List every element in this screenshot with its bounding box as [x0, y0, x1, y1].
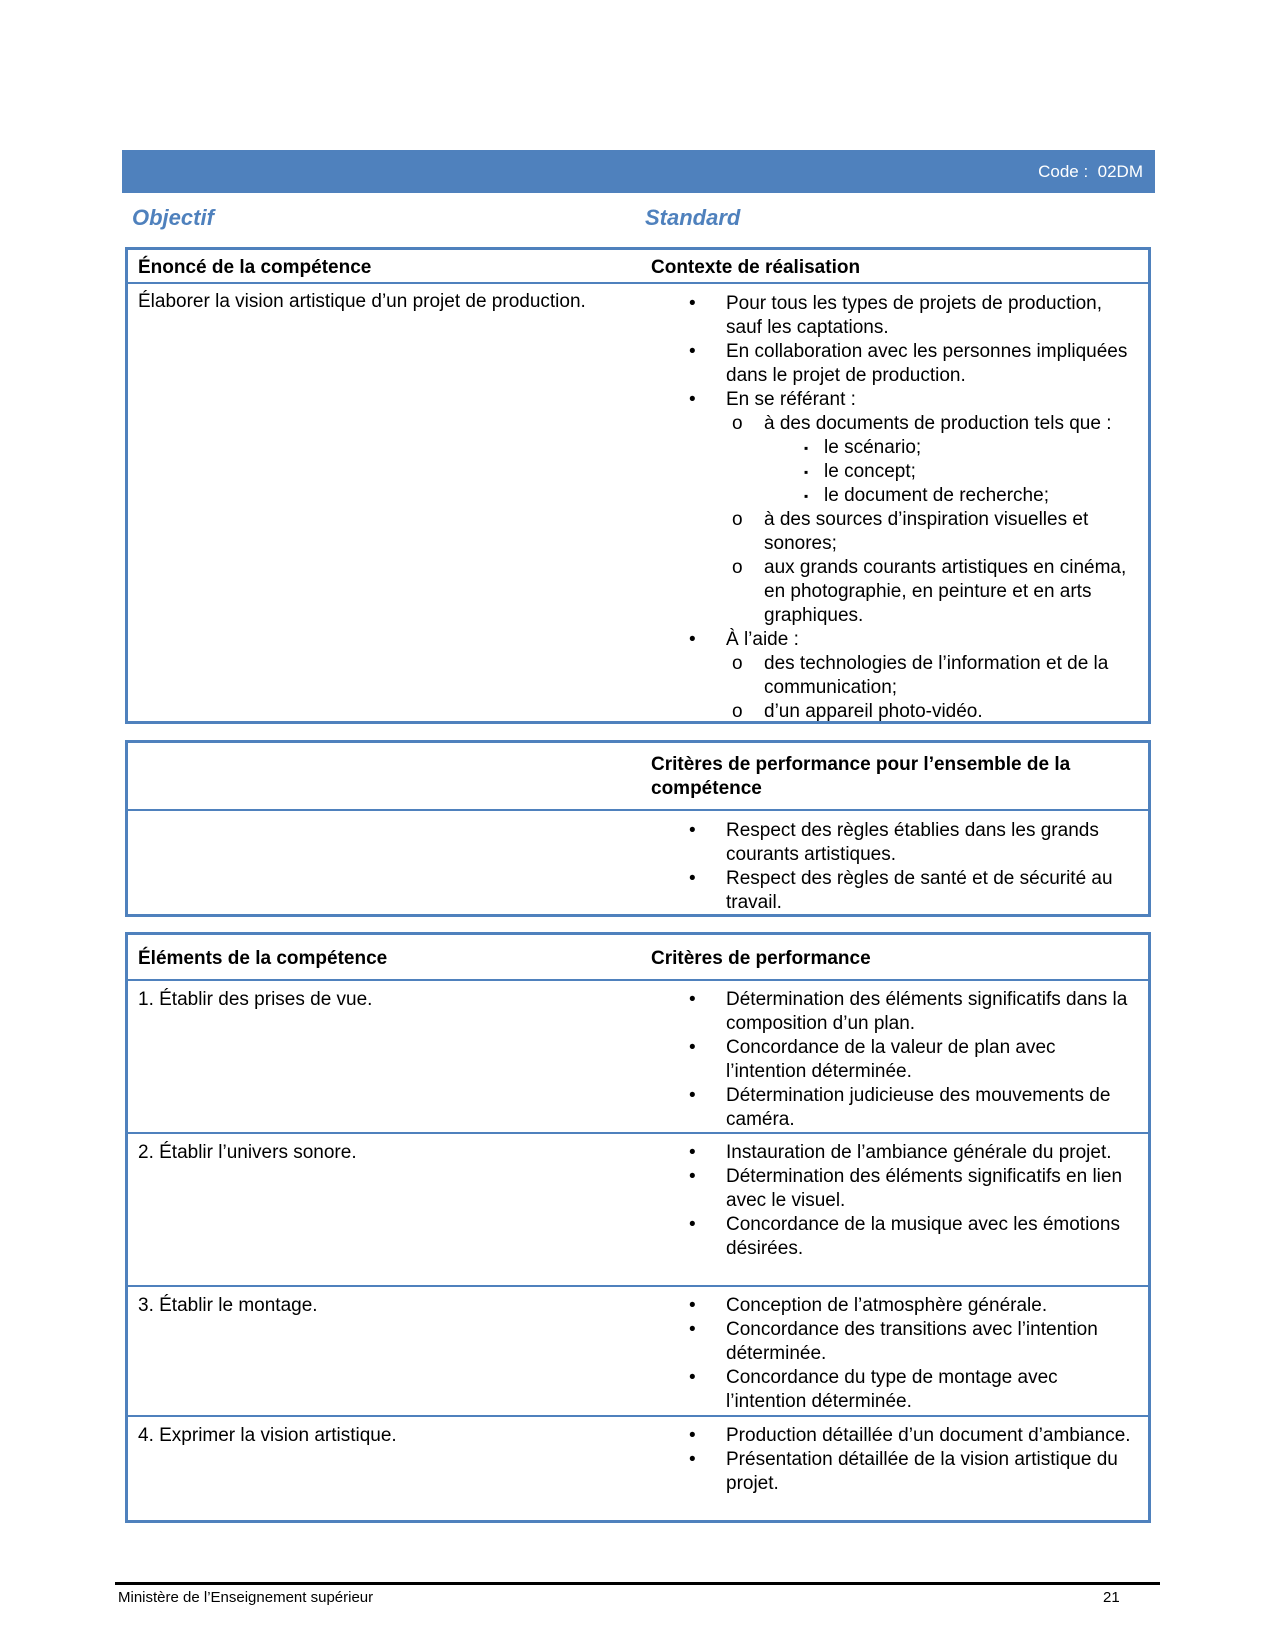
element-label: 3. Établir le montage. [138, 1295, 318, 1316]
standard-heading: Standard [645, 205, 741, 230]
elements-heading: Éléments de la compétence [138, 948, 388, 969]
criteria-list [651, 1424, 1131, 1496]
criterion-item: • Concordance du type de montage avec l’intention déterminée. [689, 1367, 1058, 1412]
context-item: • En collaboration avec les personnes impliquées dans le projet de production. [689, 341, 1128, 386]
criterion-item: • Concordance des transitions avec l’intention déterminée. [689, 1319, 1098, 1364]
square-bullet-icon: ▪ [804, 489, 809, 503]
square-bullet-icon: ▪ [804, 441, 809, 455]
context-item: • Pour tous les types de projets de production, sauf les captations. [689, 293, 1103, 338]
circle-bullet-icon: o [732, 557, 743, 578]
competency-statement: Élaborer la vision artistique d’un projet de production. [138, 291, 586, 312]
bullet-icon: • [689, 629, 696, 650]
bullet-icon: • [689, 1449, 696, 1470]
element-criteria [651, 1294, 1131, 1414]
element-row [128, 979, 1148, 1132]
overall-criteria-heading: Critères de performance pour l’ensemble de la compétence [651, 754, 1071, 799]
criteria-list [651, 988, 1131, 1132]
footer-ministry: Ministère de l’Enseignement supérieur [118, 1589, 374, 1606]
criterion-item: • Respect des règles établies dans les grands courants artistiques. [689, 820, 1099, 865]
bullet-icon: • [689, 868, 696, 889]
bullet-icon: • [689, 293, 696, 314]
criteria-list [651, 1141, 1131, 1261]
bullet-icon: • [689, 1037, 696, 1058]
criterion-item: • Conception de l’atmosphère générale. [689, 1295, 1048, 1316]
square-bullet-icon: ▪ [804, 465, 809, 479]
element-row [128, 1285, 1148, 1415]
circle-bullet-icon: o [732, 701, 743, 722]
context-list-container [651, 292, 1131, 724]
program-code: Code : 02DM [1038, 162, 1143, 181]
bullet-icon: • [689, 1367, 696, 1388]
document-list [744, 436, 1131, 508]
page-number: 21 [1103, 1589, 1120, 1606]
bullet-icon: • [689, 1214, 696, 1235]
context-subitem: o d’un appareil photo-vidéo. [732, 701, 983, 722]
elements-table-header [128, 935, 1148, 979]
criterion-item: • Détermination judicieuse des mouvements de caméra. [689, 1085, 1111, 1130]
criterion-item: • Production détaillée d’un document d’ambiance. [689, 1425, 1131, 1446]
element-label: 4. Exprimer la vision artistique. [138, 1425, 397, 1446]
performance-heading: Critères de performance [651, 948, 871, 969]
element-criteria [651, 1141, 1131, 1261]
element-criteria [651, 988, 1131, 1132]
bullet-icon: • [689, 989, 696, 1010]
competency-table-body [128, 282, 1148, 720]
criterion-item: • Présentation détaillée de la vision artistique du projet. [689, 1449, 1118, 1494]
criterion-item: • Respect des règles de santé et de sécurité au travail. [689, 868, 1113, 913]
criterion-item: • Concordance de la valeur de plan avec l’intention déterminée. [689, 1037, 1056, 1082]
criterion-item: • Concordance de la musique avec les émotions désirées. [689, 1214, 1120, 1259]
context-subitem: o à des sources d’inspiration visuelles et sonores; [732, 509, 1089, 554]
document-item: ▪ le document de recherche; [804, 485, 1049, 506]
context-heading: Contexte de réalisation [651, 257, 861, 278]
overall-criteria-body [128, 809, 1148, 916]
footer-divider [115, 1582, 1160, 1585]
context-subitem: o des technologies de l’information et de la communication; [732, 653, 1109, 698]
element-label: 1. Établir des prises de vue. [138, 989, 373, 1010]
overall-criteria-container [651, 819, 1131, 915]
context-item: • À l’aide : o des technologies de l’information et de la communication; o d’un appareil photo-vidéo. [651, 628, 1131, 724]
bullet-icon: • [689, 1085, 696, 1106]
criterion-item: • Détermination des éléments significatifs en lien avec le visuel. [689, 1166, 1123, 1211]
bullet-icon: • [689, 1295, 696, 1316]
competency-table-header [128, 250, 1148, 282]
bullet-icon: • [689, 341, 696, 362]
overall-criteria-table [125, 740, 1151, 917]
document-item: ▪ le concept; [804, 461, 916, 482]
bullet-icon: • [689, 820, 696, 841]
context-sublist [689, 412, 1131, 628]
criterion-item: • Détermination des éléments significatifs dans la composition d’un plan. [689, 989, 1128, 1034]
elements-table [125, 932, 1151, 1523]
header-bar [122, 150, 1155, 193]
element-criteria [651, 1424, 1131, 1496]
element-row [128, 1415, 1148, 1524]
context-subitem: o à des documents de production tels que : ▪ le scénario; ▪ le concept; ▪ le document de recherche; [689, 412, 1131, 508]
context-subitem: o aux grands courants artistiques en cinéma, en photographie, en peinture et en arts graphiques. [732, 557, 1127, 626]
element-label: 2. Établir l’univers sonore. [138, 1142, 357, 1163]
circle-bullet-icon: o [732, 413, 743, 434]
bullet-icon: • [689, 1425, 696, 1446]
bullet-icon: • [689, 389, 696, 410]
bullet-icon: • [689, 1319, 696, 1340]
criteria-list [651, 1294, 1131, 1414]
criterion-item: • Instauration de l’ambiance générale du projet. [689, 1142, 1112, 1163]
context-list [651, 292, 1131, 724]
context-item: • En se référant : o à des documents de production tels que : ▪ le scénario; ▪ le concept; ▪ le document de recherche; o à des sources d’inspiration visuelles et sonores; o aux grands courants artistiques en cinéma, en photographie, en peinture et en arts graphiques. [651, 388, 1131, 628]
bullet-icon: • [689, 1142, 696, 1163]
circle-bullet-icon: o [732, 653, 743, 674]
overall-criteria-list [651, 819, 1131, 915]
objective-heading: Objectif [132, 205, 214, 230]
element-row [128, 1132, 1148, 1285]
circle-bullet-icon: o [732, 509, 743, 530]
overall-criteria-header [128, 743, 1148, 809]
statement-heading: Énoncé de la compétence [138, 257, 372, 278]
context-sublist [689, 652, 1131, 724]
competency-table [125, 247, 1151, 724]
bullet-icon: • [689, 1166, 696, 1187]
document-item: ▪ le scénario; [804, 437, 922, 458]
